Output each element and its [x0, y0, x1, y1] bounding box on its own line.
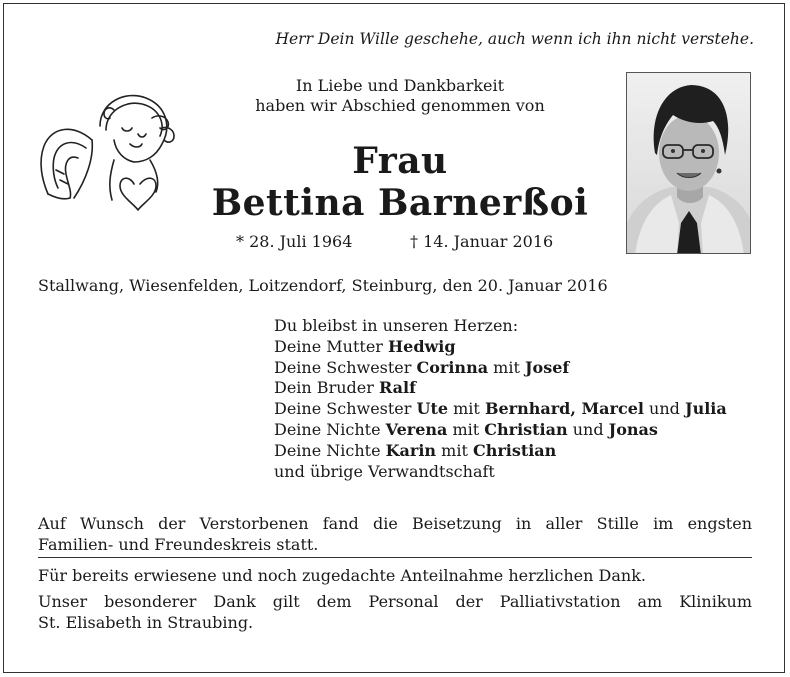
motto: Herr Dein Wille geschehe, auch wenn ich ihn nicht verstehe. [275, 30, 754, 48]
family-heading: Du bleibst in unseren Herzen: [274, 316, 519, 335]
funeral-line-2: Familien- und Freundeskreis statt. [38, 534, 319, 554]
funeral-note [38, 514, 752, 555]
special-thanks-line-1: Unser besonderer Dank gilt dem Personal der Palliativstation am Klinikum [38, 592, 752, 611]
deceased-name-block [190, 140, 610, 224]
special-thanks [38, 592, 752, 633]
divider [38, 557, 752, 558]
family-line-1: Deine Mutter Hedwig [274, 336, 456, 356]
place-and-date: Stallwang, Wiesenfelden, Loitzendorf, Steinburg, den 20. Januar 2016 [38, 276, 608, 295]
deceased-salutation: Frau [352, 140, 448, 182]
family-line-6: Deine Nichte Karin mit Christian [274, 440, 557, 460]
family-line-3: Dein Bruder Ralf [274, 378, 416, 398]
deceased-name: Bettina Barnerßoi [211, 182, 589, 224]
special-thanks-line-2: St. Elisabeth in Straubing. [38, 612, 254, 632]
portrait-photo [626, 72, 751, 254]
funeral-line-1: Auf Wunsch der Verstorbenen fand die Beisetzung in aller Stille im engsten [38, 514, 752, 533]
birth-date: * 28. Juli 1964 [236, 232, 353, 251]
thanks-note: Für bereits erwiesene und noch zugedachte Anteilnahme herzlichen Dank. [38, 566, 646, 585]
family-line-5: Deine Nichte Verena mit Christian und Jonas [274, 419, 658, 439]
family-line-7: und übrige Verwandtschaft [274, 461, 495, 481]
family-line-2: Deine Schwester Corinna mit Josef [274, 357, 570, 377]
intro-text [222, 76, 578, 116]
intro-line-2: haben wir Abschied genommen von [255, 96, 545, 115]
angel-icon [34, 88, 184, 222]
family-list [274, 316, 727, 482]
death-date: † 14. Januar 2016 [410, 232, 554, 251]
intro-line-1: In Liebe und Dankbarkeit [295, 76, 505, 95]
family-line-4: Deine Schwester Ute mit Bernhard, Marcel und Julia [274, 399, 727, 419]
